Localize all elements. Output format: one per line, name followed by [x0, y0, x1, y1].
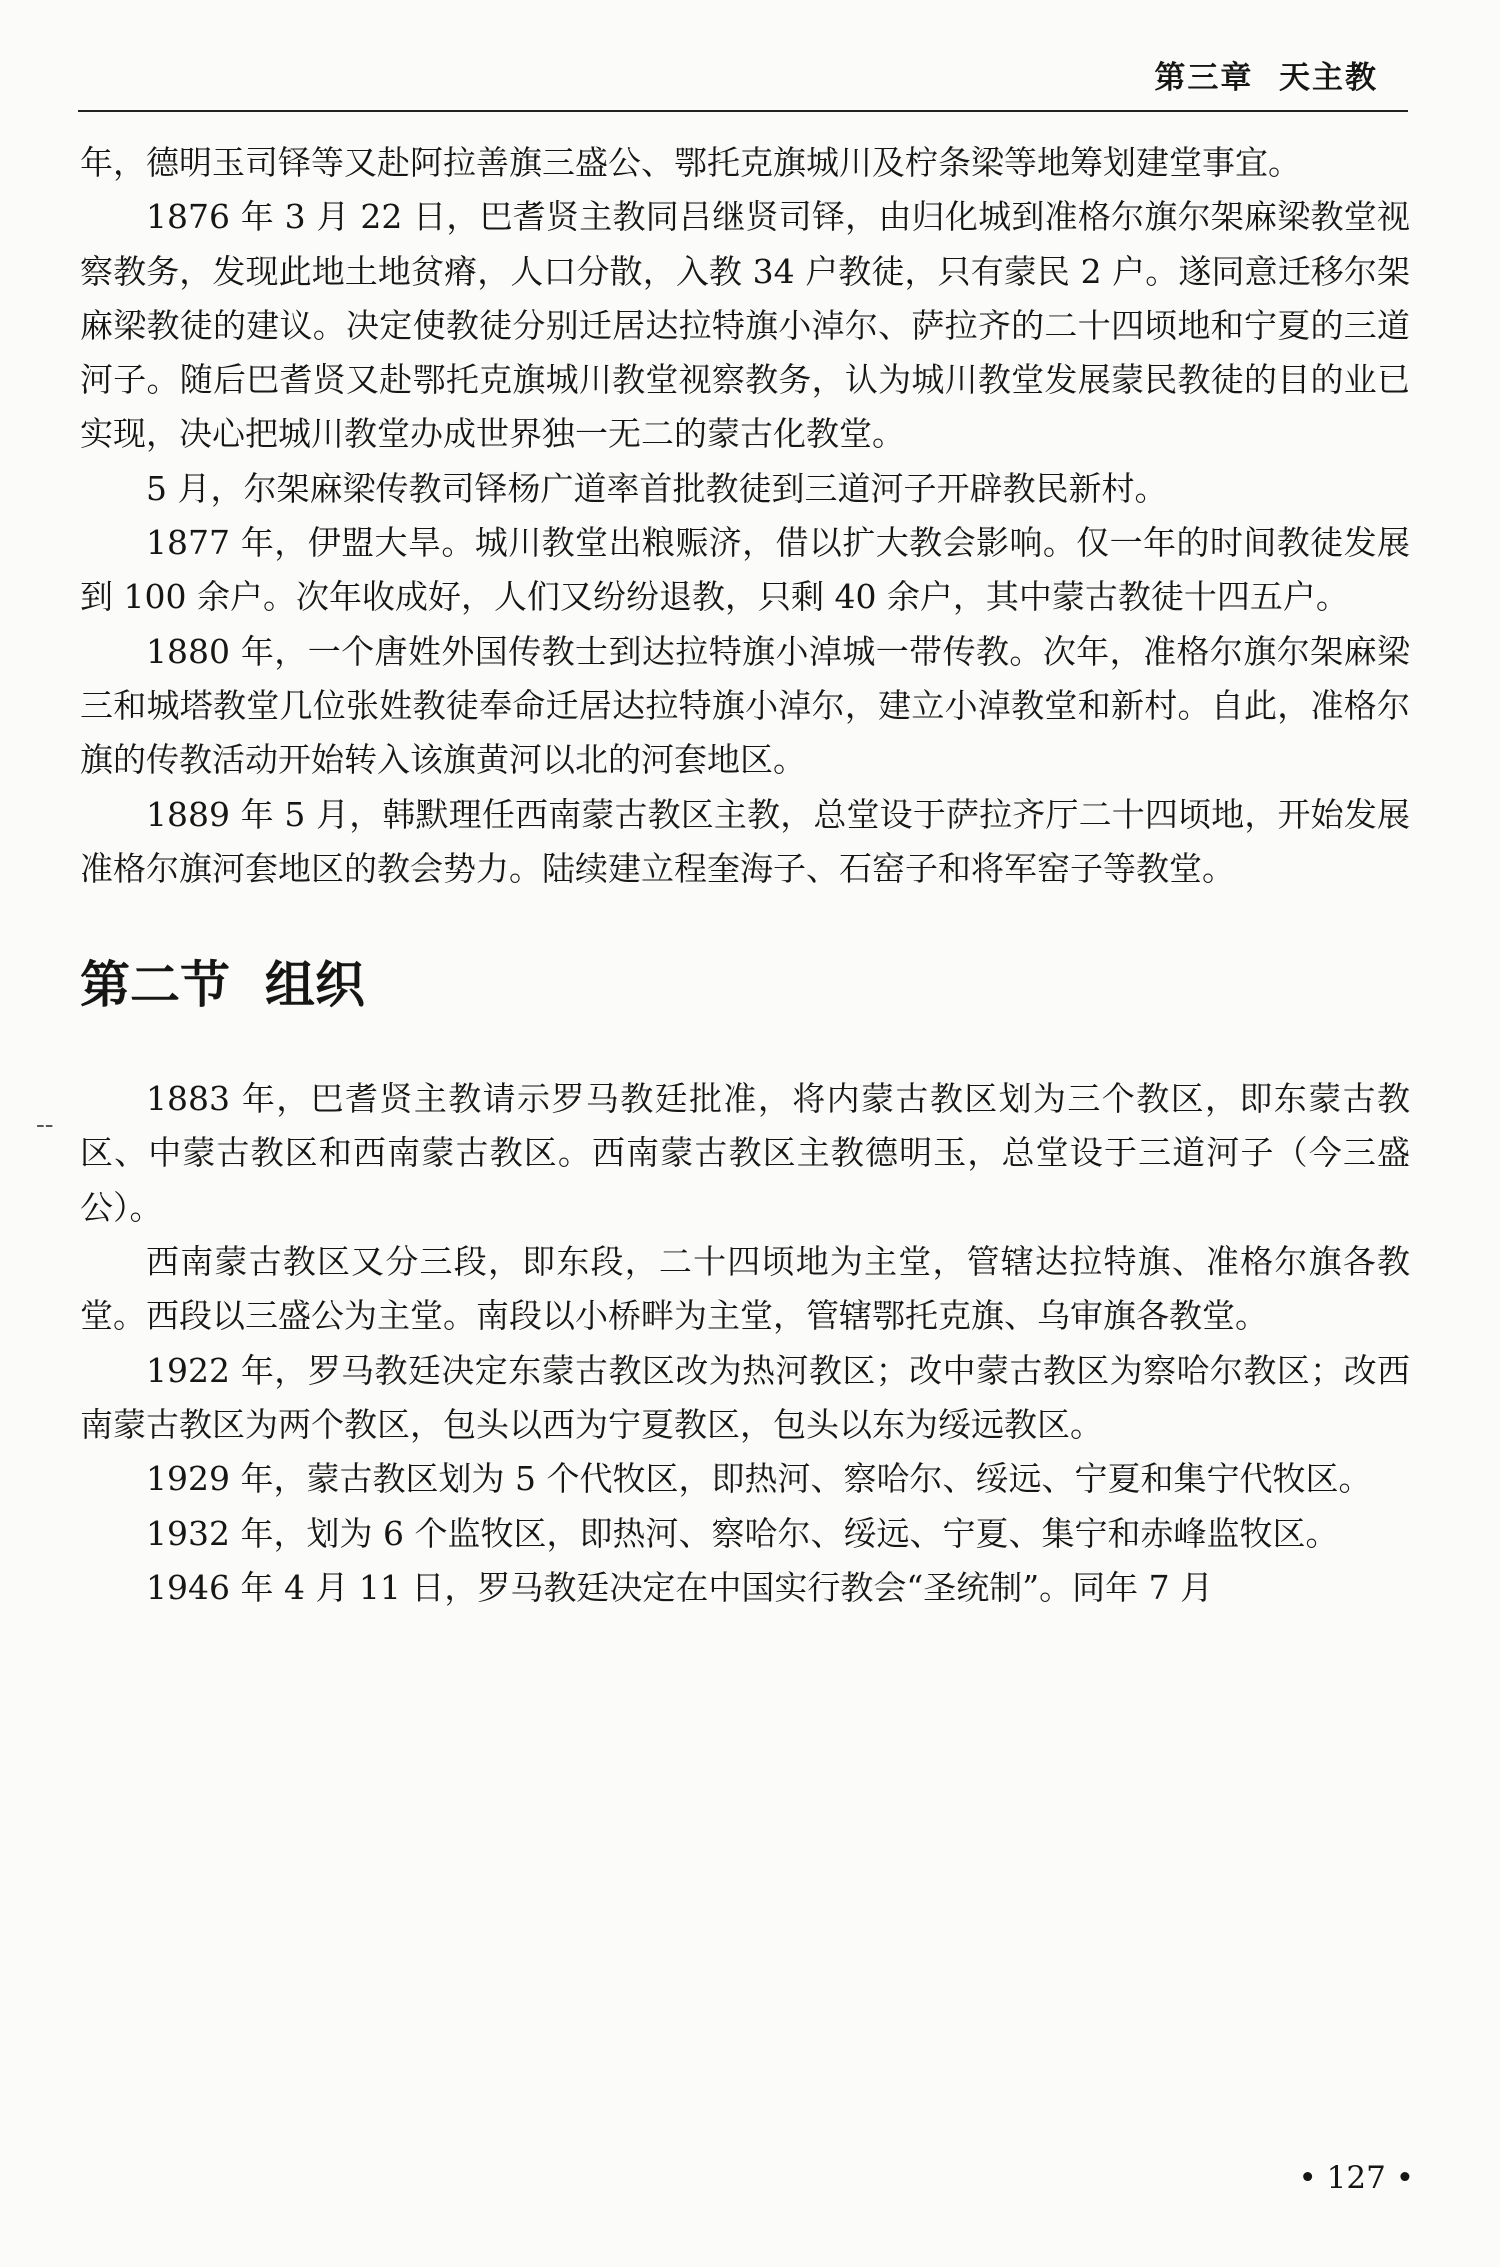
section-one-body [80, 136, 1410, 896]
paragraph: 5 月，尔架麻梁传教司铎杨广道率首批教徒到三道河子开辟教民新村。 [146, 468, 1168, 508]
paragraph: 1876 年 3 月 22 日，巴耆贤主教同吕继贤司铎，由归化城到准格尔旗尔架麻梁教堂视察教务，发现此地土地贫瘠，人口分散，入教 34 户教徒，只有蒙民 2 户。遂同意迁移尔架麻梁教徒的建议。决定使教徒分别迁居达拉特旗小淖尔、萨拉齐的二十四顷地和宁夏的三道河子。随后巴耆贤又赴鄂托克旗城川教堂视察教务，认为城川教堂发展蒙民教徒的目的业已实现，决心把城川教堂办成世界独一无二的蒙古化教堂。 [80, 197, 1410, 454]
paragraph: 西南蒙古教区又分三段，即东段，二十四顷地为主堂，管辖达拉特旗、准格尔旗各教堂。西段以三盛公为主堂。南段以小桥畔为主堂，管辖鄂托克旗、乌审旗各教堂。 [80, 1242, 1410, 1336]
margin-dash-mark: -- [36, 1110, 54, 1140]
paragraph: 1877 年，伊盟大旱。城川教堂出粮赈济，借以扩大教会影响。仅一年的时间教徒发展到 100 余户。次年收成好，人们又纷纷退教，只剩 40 余户，其中蒙古教徒十四五户。 [80, 523, 1410, 617]
paragraph: 1932 年，划为 6 个监牧区，即热河、察哈尔、绥远、宁夏、集宁和赤峰监牧区。 [146, 1513, 1339, 1553]
section-heading: 第二节 组织 [80, 956, 365, 1015]
paragraph: 1880 年，一个唐姓外国传教士到达拉特旗小淖城一带传教。次年，准格尔旗尔架麻梁三和城塔教堂几位张姓教徒奉命迁居达拉特旗小淖尔，建立小淖教堂和新村。自此，准格尔旗的传教活动开始转入该旗黄河以北的河套地区。 [80, 631, 1410, 780]
running-header [78, 44, 1408, 112]
paragraph: 年，德明玉司铎等又赴阿拉善旗三盛公、鄂托克旗城川及柠条梁等地筹划建堂事宜。 [80, 143, 1301, 182]
chapter-title: 第三章 天主教 [1154, 60, 1378, 96]
paragraph: 1946 年 4 月 11 日，罗马教廷决定在中国实行教会“圣统制”。同年 7 月 [146, 1567, 1214, 1607]
section-two-body [80, 1072, 1410, 1615]
page-number: • 127 • [1298, 2160, 1414, 2196]
paragraph: 1922 年，罗马教廷决定东蒙古教区改为热河教区；改中蒙古教区为察哈尔教区；改西南蒙古教区为两个教区，包头以西为宁夏教区，包头以东为绥远教区。 [80, 1350, 1410, 1444]
paragraph: 1883 年，巴耆贤主教请示罗马教廷批准，将内蒙古教区划为三个教区，即东蒙古教区、中蒙古教区和西南蒙古教区。西南蒙古教区主教德明玉，总堂设于三道河子（今三盛公）。 [80, 1079, 1410, 1227]
paragraph: 1929 年，蒙古教区划为 5 个代牧区，即热河、察哈尔、绥远、宁夏和集宁代牧区。 [146, 1459, 1372, 1499]
paragraph: 1889 年 5 月，韩默理任西南蒙古教区主教，总堂设于萨拉齐厅二十四顷地，开始发展准格尔旗河套地区的教会势力。陆续建立程奎海子、石窑子和将军窑子等教堂。 [80, 794, 1410, 888]
page-body [80, 136, 1410, 1615]
